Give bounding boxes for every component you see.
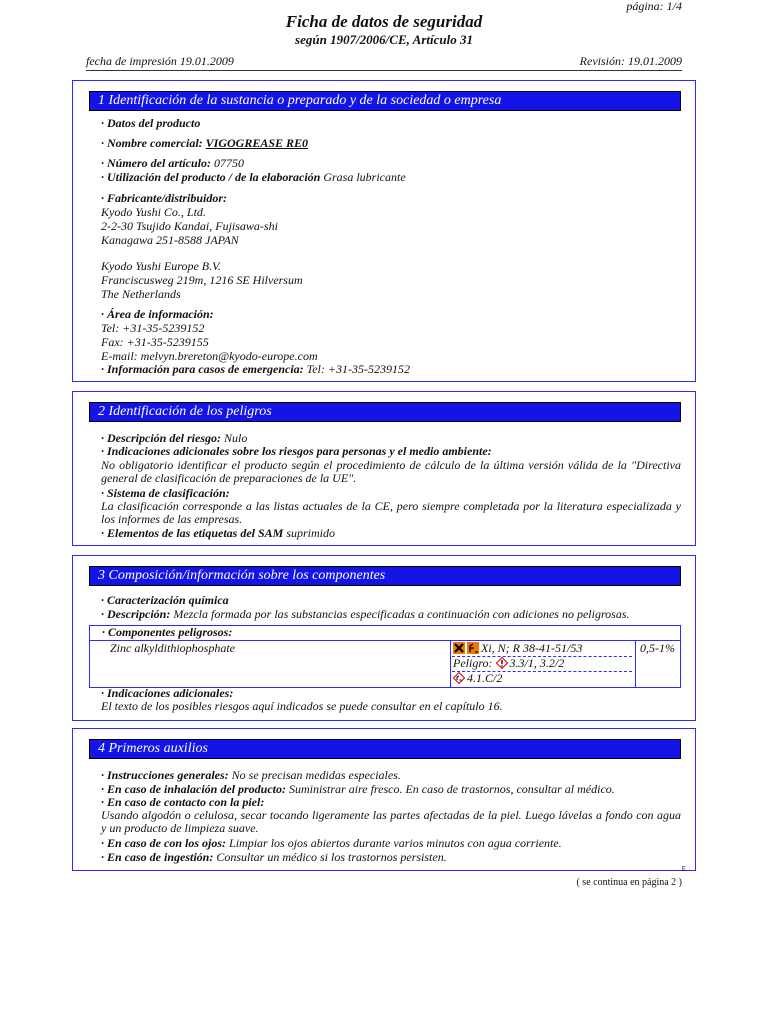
caracterizacion-label: · Caracterización química [101,593,229,607]
ghs-environment-icon [453,672,465,684]
ojos-value: Limpiar los ojos abiertos durante varios minutos con agua corriente. [229,836,562,850]
document-title: Ficha de datos de seguridad [285,12,483,31]
continued-note: ( se continua en página 2 ) [576,877,682,888]
contacto-ojos [101,837,562,850]
indicaciones-adicionales-label: · Indicaciones adicionales: [101,686,234,700]
harmful-x-icon [453,642,465,654]
instrucciones-value: No se precisan medidas especiales. [231,768,401,782]
elementos-label: · Elementos de las etiquetas del SAM [101,526,284,540]
numero-articulo [101,157,244,170]
sistema-label: · Sistema de clasificación: [101,486,230,500]
componentes-table [89,625,681,688]
nombre-comercial-label: · Nombre comercial: [101,136,203,150]
area-line: Tel: +31-35-5239152 [101,321,205,335]
componente-clase-1: Xi, N; R 38-41-51/53 [453,642,582,655]
revision-date: Revisión: 19.01.2009 [579,54,682,68]
inhalacion-label: · En caso de inhalación del producto: [101,782,287,796]
ghs-exclamation-icon [496,657,508,669]
section-3-heading: 3 Composición/información sobre los componentes [89,566,681,586]
descripcion-label: · Descripción: [101,607,171,621]
page-number: página: 1/4 [626,0,682,13]
nombre-comercial-value: VIGOGREASE RE0 [205,136,309,150]
instrucciones-generales [101,769,401,782]
section-2 [72,391,696,546]
ojos-label: · En caso de con los ojos: [101,836,227,850]
emergencia-value: Tel: +31-35-5239152 [306,362,410,376]
numero-articulo-label: · Número del artículo: [101,156,211,170]
ingestion-value: Consultar un médico si los trastornos persisten. [216,850,447,864]
ingestion-label: · En caso de ingestión: [101,850,214,864]
descripcion [101,608,630,621]
numero-articulo-value: 07750 [214,156,244,170]
print-date: fecha de impresión 19.01.2009 [86,54,234,68]
distribuidor-line: Kyodo Yushi Europe B.V. [101,259,221,273]
componente-nombre: Zinc alkyldithiophosphate [110,641,235,655]
section-4 [72,728,696,871]
fabricante-line: Kanagawa 251-8588 JAPAN [101,233,239,247]
descripcion-riesgo-value: Nulo [223,431,248,445]
componente-clase-2: Peligro: 3.3/1, 3.2/2 [453,656,565,670]
componente-porcentaje: 0,5-1% [640,641,675,655]
section-3 [72,555,696,721]
distribuidor-line: Franciscusweg 219m, 1216 SE Hilversum [101,273,303,287]
nombre-comercial [101,137,308,150]
section-4-heading: 4 Primeros auxilios [89,739,681,759]
section-1-heading: 1 Identificación de la sustancia o preparado y de la sociedad o empresa [89,91,681,111]
emergencia-label: · Información para casos de emergencia: [101,362,304,376]
utilizacion-value: Grasa lubricante [323,170,406,184]
environment-hazard-icon [467,642,479,654]
distribuidor-line: The Netherlands [101,287,181,301]
fabricante-label: · Fabricante/distribuidor: [101,191,228,205]
datos-producto-label: · Datos del producto [101,116,201,130]
descripcion-riesgo-label: · Descripción del riesgo: [101,431,221,445]
contacto-piel-label: · En caso de contacto con la piel: [101,795,265,809]
indicaciones-text: No obligatorio identificar el producto según el procedimiento de cálculo de la última versión válida de la "Directiva general de clasificación de preparaciones de la UE". [101,458,681,485]
fabricante-line: 2-2-30 Tsujido Kandai, Fujisawa-shi [101,219,278,233]
indicaciones-label: · Indicaciones adicionales sobre los riesgos para personas y el medio ambiente: [101,444,492,458]
inhalacion-value: Suministrar aire fresco. En caso de trastornos, consultar al médico. [289,782,615,796]
ingestion [101,851,447,864]
elementos-value: suprimido [286,526,336,540]
area-line: E-mail: melvyn.brereton@kyodo-europe.com [101,349,318,363]
emergencia [101,363,410,376]
componente-clase-3: 4.1.C/2 [453,672,502,685]
componentes-label: · Componentes peligrosos: [102,625,233,639]
descripcion-value: Mezcla formada por las substancias especificadas a continuación con adiciones no peligrosas. [173,607,630,621]
sistema-text: La clasificación corresponde a las listas actuales de la CE, pero siempre completada por la literatura especializada y los informes de las empresas. [101,499,681,526]
fabricante-line: Kyodo Yushi Co., Ltd. [101,205,206,219]
elementos-etiquetas [101,527,335,540]
instrucciones-label: · Instrucciones generales: [101,768,229,782]
language-code: E [681,865,686,873]
section-1 [72,80,696,382]
document-subtitle: según 1907/2006/CE, Artículo 31 [295,32,473,47]
utilizacion-label: · Utilización del producto / de la elaboración [101,170,321,184]
contacto-piel-text: Usando algodón o celulosa, secar tocando ligeramente las partes afectadas de la piel. Luego lávelas a fondo con agua y un producto de limpieza suave. [101,808,681,835]
utilizacion [101,171,406,184]
indicaciones-adicionales-text: El texto de los posibles riesgos aquí indicados se puede consultar en el capítulo 16. [101,699,503,713]
area-informacion-label: · Área de información: [101,307,214,321]
area-line: Fax: +31-35-5239155 [101,335,209,349]
section-2-heading: 2 Identificación de los peligros [89,402,681,422]
header-divider [86,70,682,71]
